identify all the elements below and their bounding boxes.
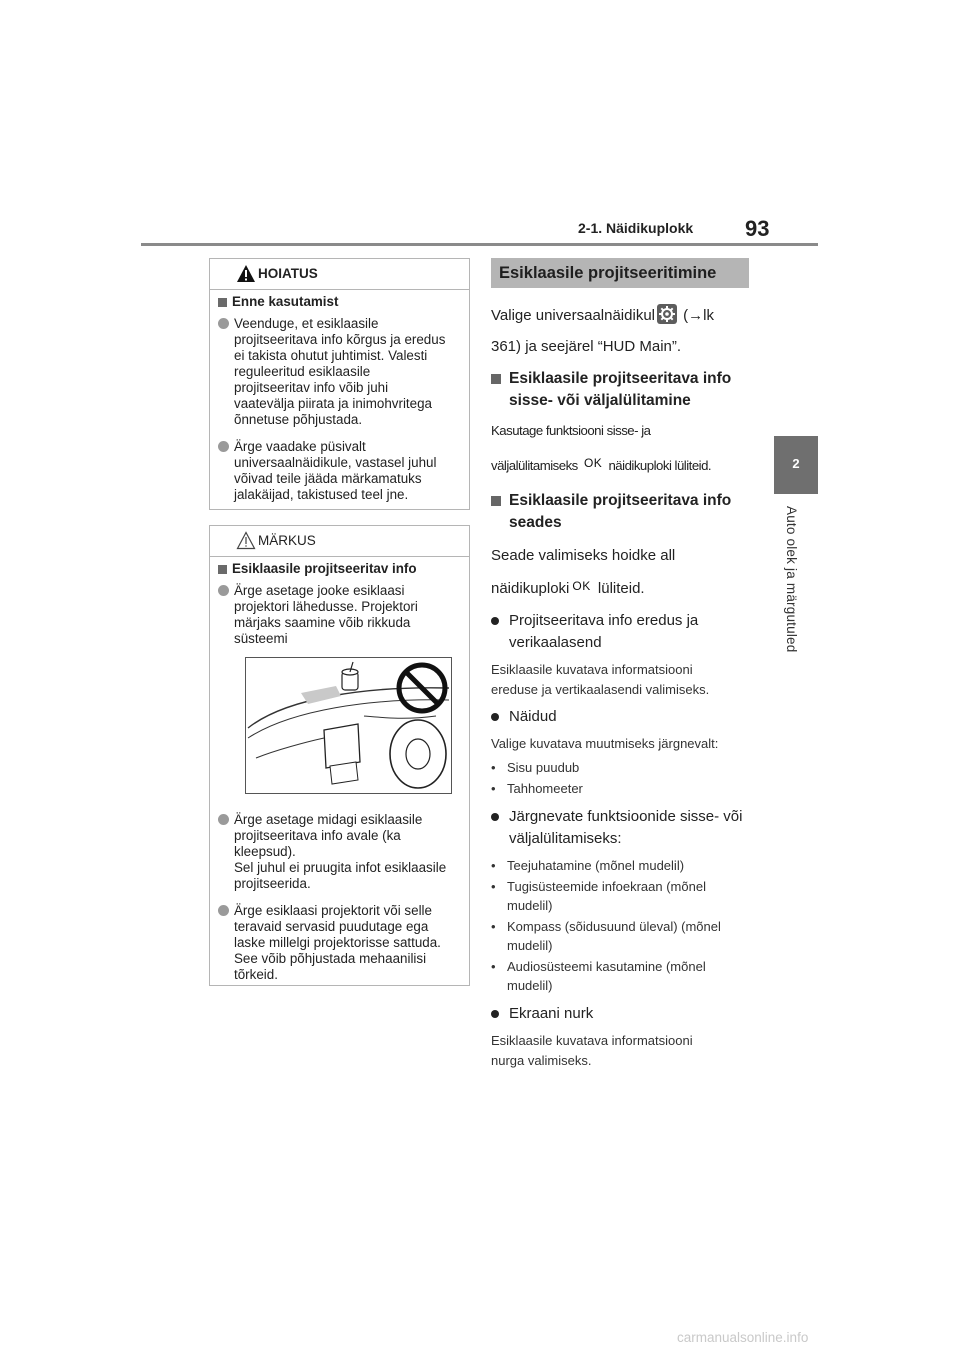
intro-paragraph: Valige universaalnäidikul (→lk 361) ja seejärel “HUD Main”. xyxy=(491,300,751,362)
option-functions: Järgnevate funktsioonide sisse- või väljalülitamiseks: xyxy=(491,806,751,850)
chapter-tab xyxy=(774,436,818,494)
bullet-icon xyxy=(491,617,499,625)
bullet-icon xyxy=(218,814,229,825)
square-bullet-icon xyxy=(218,565,227,574)
warning-box xyxy=(209,258,470,510)
list-item: • Tugisüsteemide infoekraan (mõnel mudelil) xyxy=(491,879,706,913)
list-item: • Teejuhatamine (mõnel mudelil) xyxy=(491,858,685,873)
warning-icon xyxy=(236,264,256,283)
bullet-icon xyxy=(491,713,499,721)
bullet-icon xyxy=(218,905,229,916)
notice-heading: Esiklaasile projitseeritav info xyxy=(218,561,457,577)
list-item: Ärge vaadake püsivalt universaalnäidikule, vastasel juhul võivad teile jääda märkamatuks jalakäijad, takistused teel jne. xyxy=(218,439,457,503)
bullet-icon xyxy=(491,1010,499,1018)
bullet-icon xyxy=(218,585,229,596)
list-item: • Audiosüsteemi kasutamine (mõnel mudelil) xyxy=(491,959,706,993)
option-readings: Näidud xyxy=(491,706,751,728)
list-item: Ärge asetage jooke esiklaasi projektori lähedusse. Projektori märjaks saamine võib rikkuda süsteemi xyxy=(218,583,457,647)
header-rule xyxy=(141,243,818,246)
right-column xyxy=(491,258,751,1071)
square-bullet-icon xyxy=(491,374,501,384)
list-item: • Tahhomeeter xyxy=(491,781,583,796)
option-angle: Ekraani nurk xyxy=(491,1003,751,1025)
list-item: • Sisu puudub xyxy=(491,760,580,775)
warning-box-header xyxy=(210,259,469,290)
ok-switch-icon: OK xyxy=(572,579,591,593)
option-brightness-text: Esiklaasile kuvatava informatsiooni ereduse ja vertikaalasendi valimiseks. xyxy=(491,662,710,697)
list-item: • Kompass (sõidusuund üleval) (mõnel mudelil) xyxy=(491,919,721,953)
section-title: 2-1. Näidikuplokk xyxy=(578,220,694,236)
notice-box-header xyxy=(210,526,469,557)
chapter-title: Auto olek ja märgutuled xyxy=(784,506,799,653)
functions-list xyxy=(491,856,751,995)
bullet-icon xyxy=(491,813,499,821)
warning-title: HOIATUS xyxy=(258,266,318,281)
gear-icon xyxy=(657,304,677,324)
section-heading: Esiklaasile projitseeritimine xyxy=(491,258,749,288)
square-bullet-icon xyxy=(491,496,501,506)
bullet-icon xyxy=(218,441,229,452)
readings-list xyxy=(491,758,751,798)
caution-icon xyxy=(236,531,256,550)
list-item: Ärge esiklaasi projektorit või selle teravaid servasid puudutage ega laske millelgi projektorisse sattuda. See võib põhjustada mehaanilisi tõrkeid. xyxy=(218,903,457,983)
settings-text: Seade valimiseks hoidke all näidikuploki OK lüliteid. xyxy=(491,540,751,604)
notice-title: MÄRKUS xyxy=(258,533,316,548)
bullet-icon xyxy=(218,318,229,329)
subheading-onoff: Esiklaasile projitseeritava info sisse- või väljalülitamine xyxy=(491,368,751,412)
option-angle-text: Esiklaasile kuvatava informatsiooni nurga valimiseks. xyxy=(491,1033,693,1068)
notice-box xyxy=(209,525,470,986)
option-readings-text: Valige kuvatava muutmiseks järgnevalt: xyxy=(491,736,719,751)
dashboard-illustration xyxy=(245,657,452,794)
warning-heading: Enne kasutamist xyxy=(218,294,457,310)
onoff-text: Kasutage funktsiooni sisse- ja väljalülitamiseks OK näidikuploki lüliteid. xyxy=(491,414,751,482)
ok-switch-icon: OK xyxy=(583,456,603,470)
square-bullet-icon xyxy=(218,298,227,307)
page-number: 93 xyxy=(745,216,770,241)
list-item: Veenduge, et esiklaasile projitseeritava info kõrgus ja eredus ei takista ohutut juhtimist. Valesti reguleeritud esiklaasile projitseeritav info võib juhi vaatevälja piirata ja inimohvritega õnnetuse põhjustada. xyxy=(218,316,457,428)
option-brightness: Projitseeritava info eredus ja verikaalasend xyxy=(491,610,751,654)
subheading-settings: Esiklaasile projitseeritava info seades xyxy=(491,490,751,534)
list-item: Ärge asetage midagi esiklaasile projitseeritava info avale (ka kleepsud). Sel juhul ei pruugita infot esiklaasile projitseerida. xyxy=(218,812,457,892)
chapter-number: 2 xyxy=(792,456,800,471)
watermark: carmanualsonline.info xyxy=(677,1330,809,1345)
